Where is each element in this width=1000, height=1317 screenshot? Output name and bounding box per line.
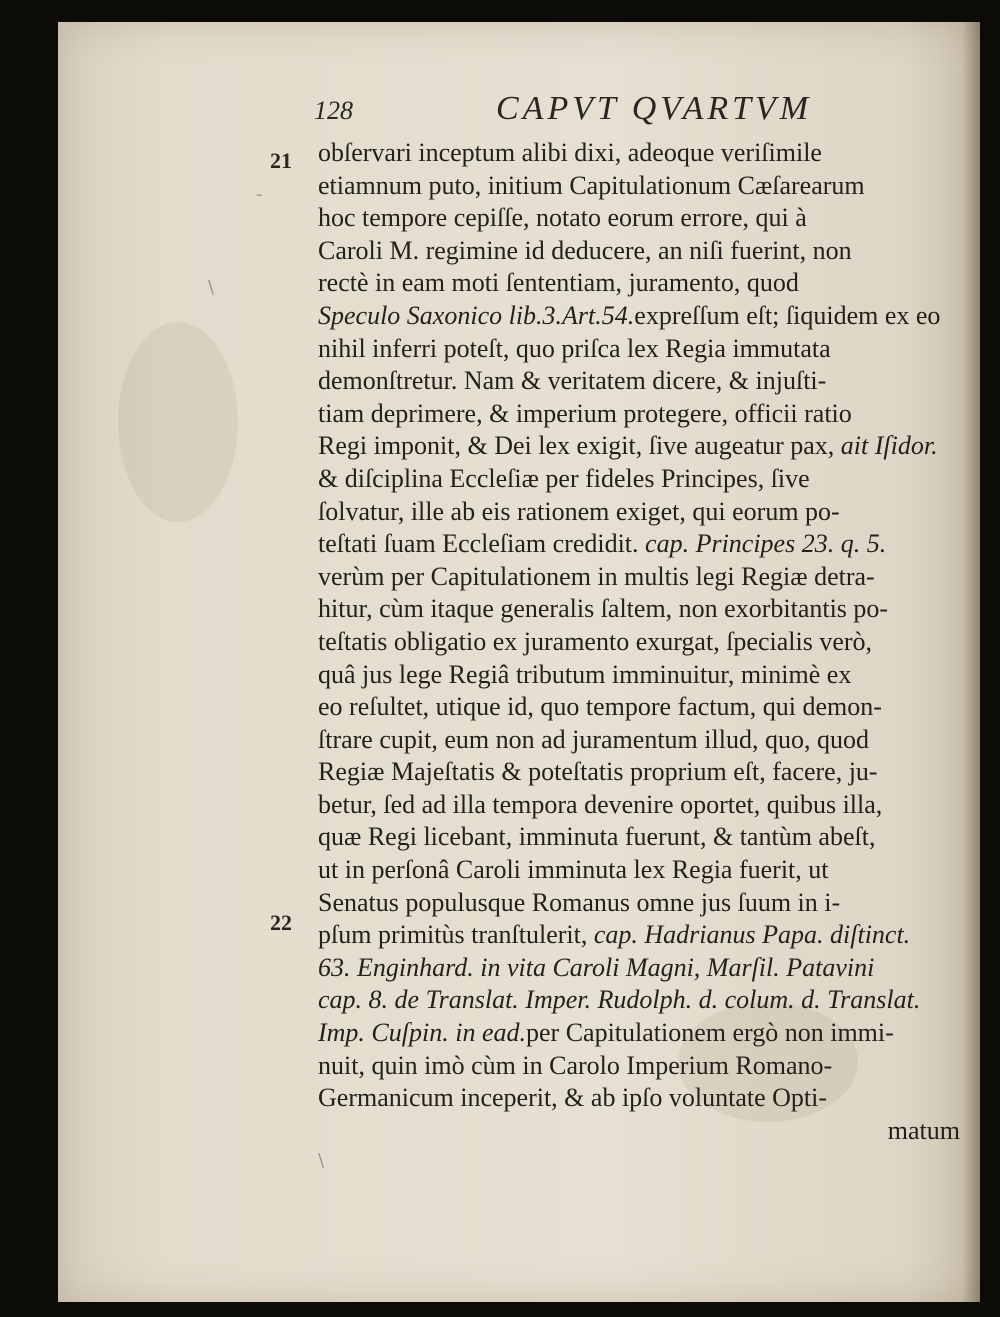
catchword: matum — [887, 1115, 960, 1145]
text-line: ſolvatur, ille ab eis rationem exiget, qui eorum po- — [318, 496, 840, 526]
text-line: cap. 8. de Translat. Imper. Rudolph. d. colum. d. Translat. — [318, 985, 921, 1015]
text-line: verùm per Capitulationem in multis legi Regiæ detra- — [318, 561, 875, 591]
text-line: & diſciplina Eccleſiæ per fideles Principes, ſive — [318, 463, 810, 493]
text-line: Regi imponit, & Dei lex exigit, ſive augeatur pax, ait Iſidor. — [318, 431, 938, 461]
citation: ait Iſidor. — [840, 431, 938, 461]
text-line: demonſtretur. Nam & veritatem dicere, & injuſti- — [318, 366, 827, 396]
text-line: Germanicum inceperit, & ab ipſo voluntate Opti- — [318, 1083, 828, 1113]
page-header — [58, 84, 980, 128]
text-line: Caroli M. regimine id deducere, an niſi fuerint, non — [318, 235, 852, 265]
margin-mark: \ — [318, 1150, 325, 1171]
text-line: Regiæ Majeſtatis & poteſtatis proprium eſt, facere, ju- — [318, 757, 878, 787]
citation: Imp. Cuſpin. in ead. — [318, 1018, 526, 1048]
paper-stain — [118, 322, 238, 522]
text-line: 63. Enginhard. in vita Caroli Magni, Marſil. Patavini — [318, 952, 875, 982]
text-line: quæ Regi licebant, imminuta fuerunt, & tantùm abeſt, — [318, 822, 876, 852]
text-line: ut in perſonâ Caroli imminuta lex Regia fuerit, ut — [318, 855, 829, 885]
page-gutter-shadow — [962, 22, 980, 1302]
text-line: hitur, cùm itaque generalis ſaltem, non exorbitantis po- — [318, 594, 889, 624]
book-page — [58, 22, 980, 1302]
margin-number-22: 22 — [270, 910, 292, 935]
margin-number-21: 21 — [270, 148, 292, 173]
text-line: teſtati ſuam Eccleſiam credidit. cap. Principes 23. q. 5. — [318, 529, 887, 559]
text-line: Senatus populusque Romanus omne jus ſuum in i- — [318, 887, 841, 917]
text-line: etiamnum puto, initium Capitulationum Cæſarearum — [318, 170, 865, 200]
text-line: teſtatis obligatio ex juramento exurgat, ſpecialis verò, — [318, 626, 873, 656]
text-line: hoc tempore cepiſſe, notato eorum errore, qui à — [318, 203, 807, 233]
text-line: ſtrare cupit, eum non ad juramentum illud, quo, quod — [318, 724, 869, 754]
citation: cap. Hadrianus Papa. diſtinct. — [593, 920, 911, 950]
text-line: Imp. Cuſpin. in ead.per Capitulationem ergò non immi- — [318, 1018, 894, 1048]
citation: cap. Principes 23. q. 5. — [645, 529, 887, 559]
text-line: pſum primitùs tranſtulerit, cap. Hadrianus Papa. diſtinct. — [318, 920, 911, 950]
citation: Speculo Saxonico lib.3.Art.54. — [318, 300, 635, 330]
text-line: nihil inferri poteſt, quo priſca lex Regia immutata — [318, 333, 831, 363]
body-text — [318, 137, 960, 1147]
text-line: rectè in eam moti ſententiam, juramento, quod — [318, 268, 799, 298]
text-line: nuit, quin imò cùm in Carolo Imperium Romano- — [318, 1050, 833, 1080]
page-number: 128 — [314, 96, 353, 125]
text-line: obſervari inceptum alibi dixi, adeoque veriſimile — [318, 138, 822, 167]
text-line: betur, ſed ad illa tempora devenire oportet, quibus illa, — [318, 789, 883, 819]
text-line: quâ jus lege Regiâ tributum imminuitur, minimè ex — [318, 659, 852, 689]
margin-mark: \ — [208, 277, 215, 298]
text-line: eo reſultet, utique id, quo tempore factum, qui demon- — [318, 692, 882, 722]
text-line: Speculo Saxonico lib.3.Art.54.expreſſum eſt; ſiquidem ex eo — [318, 300, 941, 330]
margin-mark: - — [256, 184, 263, 205]
text-line: tiam deprimere, & imperium protegere, officii ratio — [318, 398, 852, 428]
running-head: CAPVT QVARTVM — [496, 90, 813, 127]
